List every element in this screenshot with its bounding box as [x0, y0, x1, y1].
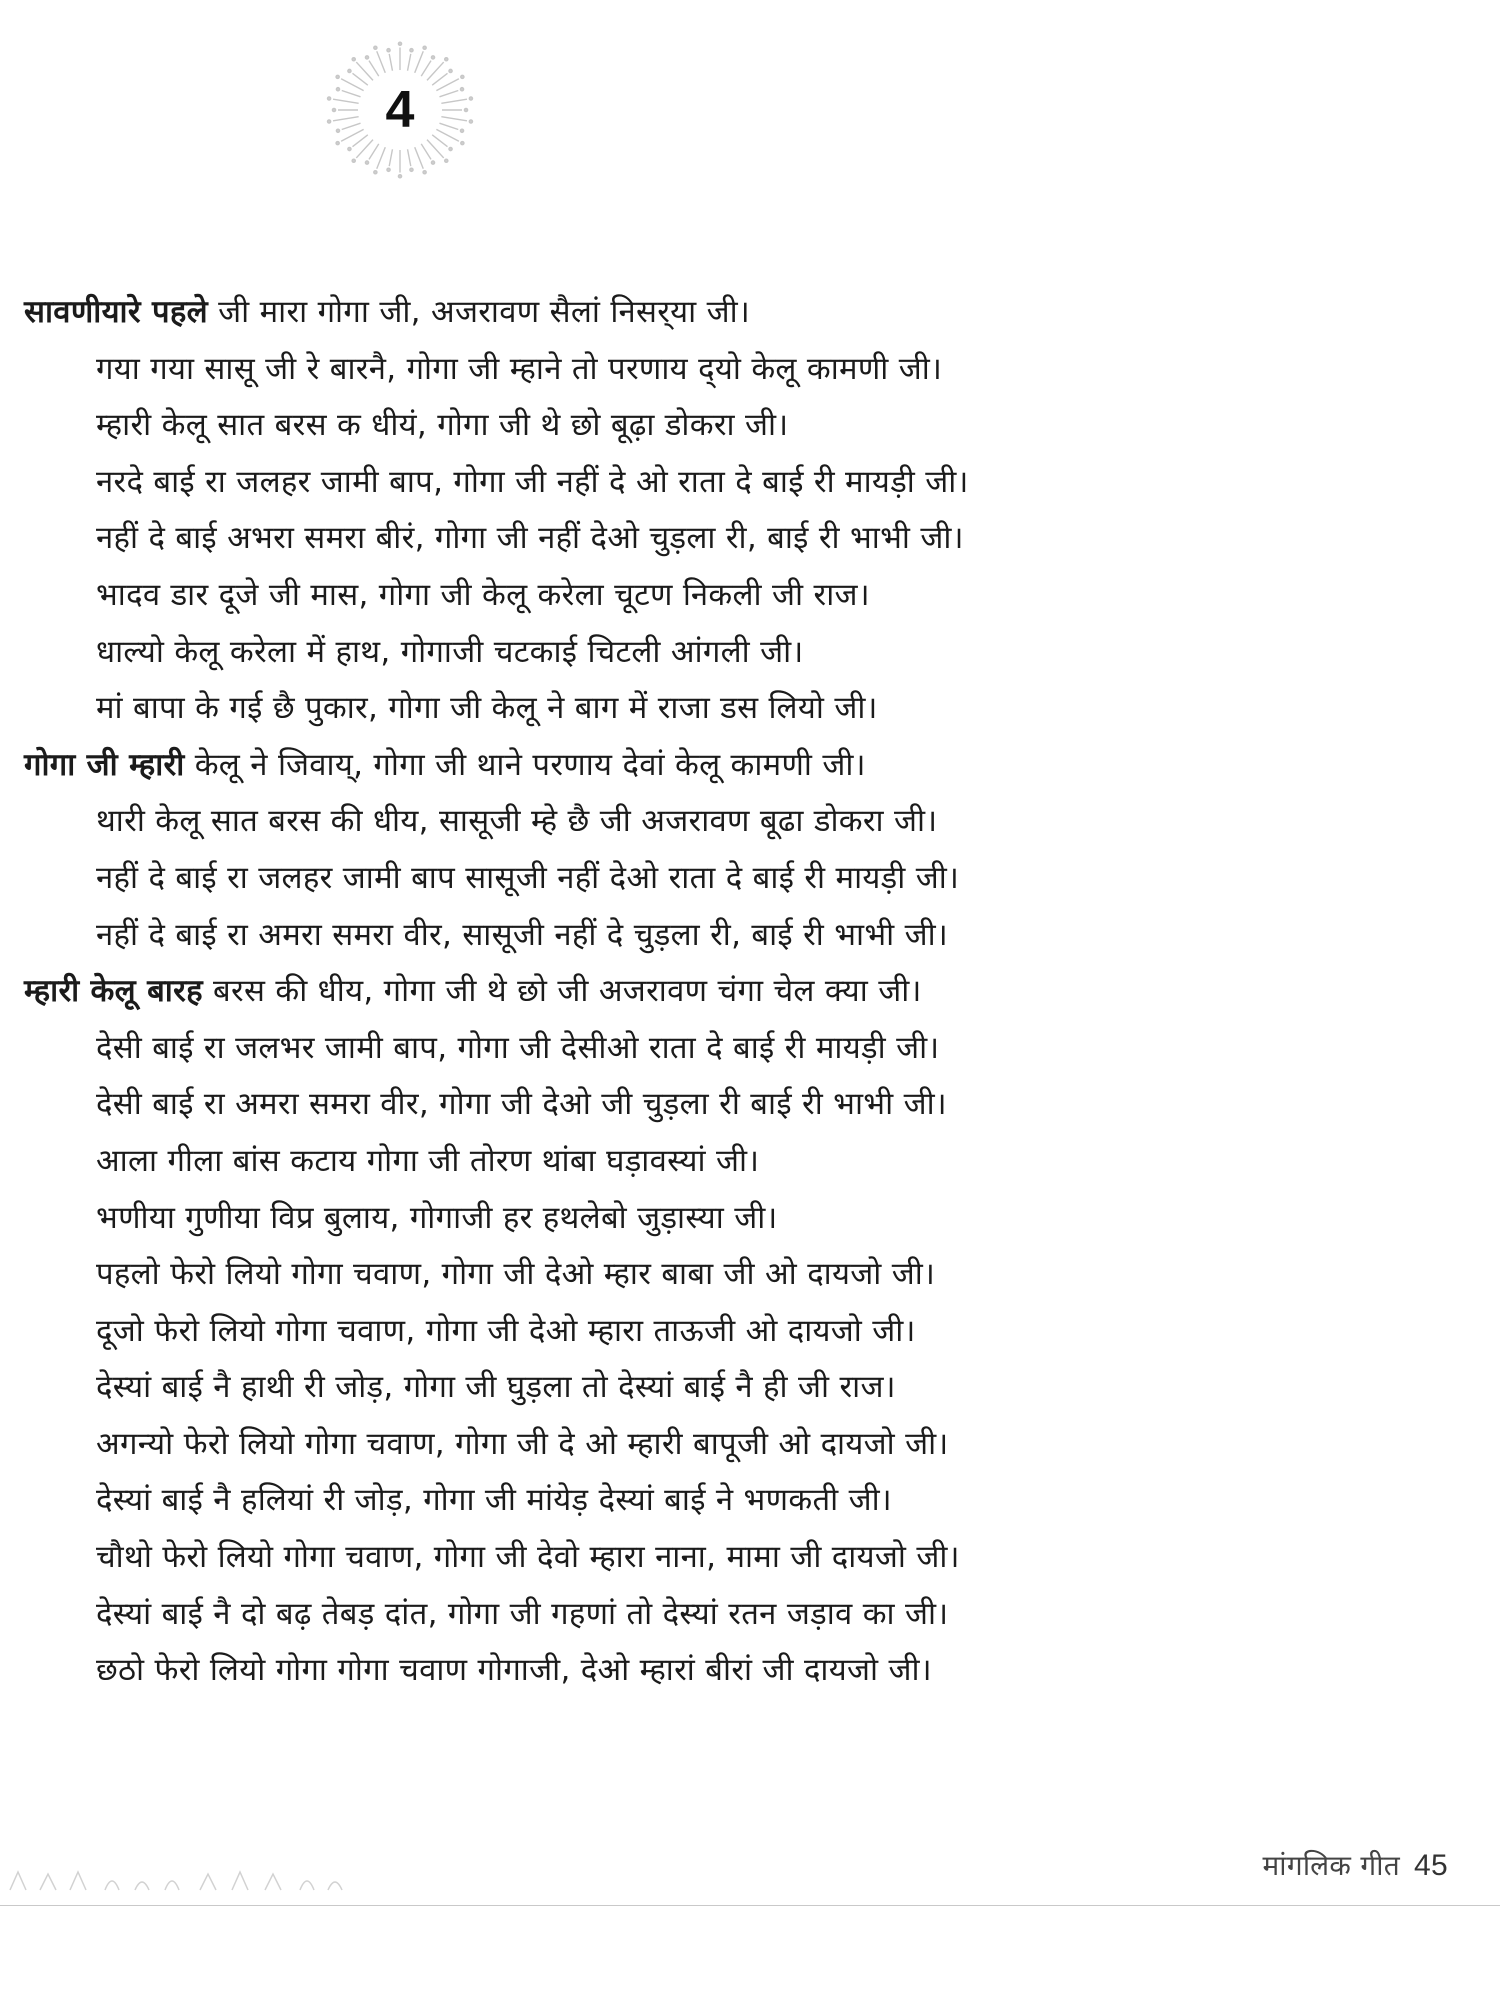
line-text: गया गया सासू जी रे बारनै, गोगा जी म्हाने तो परणाय द्‌यो केलू कामणी जी।: [96, 350, 943, 387]
verse-line: [24, 1416, 1484, 1473]
verse-line: [24, 1076, 1484, 1133]
verse-line: [24, 510, 1484, 567]
footer-ornament-icon: [0, 1860, 360, 1900]
line-text: भादव डार दूजे जी मास, गोगा जी केलू करेला चूटण निकली जी राज।: [96, 576, 870, 613]
line-text: चौथो फेरो लियो गोगा चवाण, गोगा जी देवो म्हारा नाना, मामा जी दायजो जी।: [96, 1539, 960, 1576]
verse-line: [24, 397, 1484, 454]
verse-line: [24, 624, 1484, 681]
section-title: मांगलिक गीत: [1262, 1849, 1401, 1882]
line-text: देसी बाई रा जलभर जामी बाप, गोगा जी देसीओ राता दे बाई री मायड़ी जी।: [96, 1029, 940, 1066]
verse-line: [24, 737, 1484, 794]
verse-line: [24, 1133, 1484, 1190]
line-text: आला गीला बांस कटाय गोगा जी तोरण थांबा घड़ावस्यां जी।: [96, 1142, 760, 1179]
line-text: अगन्यो फेरो लियो गोगा चवाण, गोगा जी दे ओ म्हारी बापूजी ओ दायजो जी।: [96, 1425, 949, 1462]
page-number: 45: [1414, 1849, 1448, 1882]
verse-line: [24, 1472, 1484, 1529]
line-text: मां बापा के गई छै पुकार, गोगा जी केलू ने बाग में राजा डस लियो जी।: [96, 690, 878, 727]
verse-line: [24, 1529, 1484, 1586]
line-text: नहीं दे बाई अभरा समरा बीरं, गोगा जी नहीं देओ चुड़ला री, बाई री भाभी जी।: [96, 520, 964, 557]
footer-rule: [0, 1905, 1500, 1906]
chapter-number: 4: [385, 81, 415, 139]
verse-line: [24, 1642, 1484, 1699]
verse-line: [24, 567, 1484, 624]
line-text: थारी केलू सात बरस की धीय, सासूजी म्हे छै जी अजरावण बूढा डोकरा जी।: [96, 803, 938, 840]
line-text: भणीया गुणीया विप्र बुलाय, गोगाजी हर हथलेबो जुड़ास्या जी।: [96, 1199, 778, 1236]
verse-line: [24, 1190, 1484, 1247]
line-lead: गोगा जी म्हारी: [24, 746, 185, 783]
line-text: केलू ने जिवाय्, गोगा जी थाने परणाय देवां केलू कामणी जी।: [184, 746, 866, 783]
verse-line: [24, 341, 1484, 398]
verse-line: [24, 1020, 1484, 1077]
line-text: देस्यां बाई नै हाथी री जोड़, गोगा जी घुड़ला तो देस्यां बाई नै ही जी राज।: [96, 1369, 896, 1406]
verse-line: [24, 680, 1484, 737]
verse-line: [24, 793, 1484, 850]
line-text: म्हारी केलू सात बरस क धीयं, गोगा जी थे छो बूढ़ा डोकरा जी।: [96, 407, 789, 444]
line-lead: म्हारी केलू बारह: [24, 973, 203, 1010]
verse-line: [24, 963, 1484, 1020]
verse-line: [24, 1359, 1484, 1416]
line-text: नरदे बाई रा जलहर जामी बाप, गोगा जी नहीं दे ओ राता दे बाई री मायड़ी जी।: [96, 463, 969, 500]
line-text: पहलो फेरो लियो गोगा चवाण, गोगा जी देओ म्हार बाबा जी ओ दायजो जी।: [96, 1256, 936, 1293]
line-text: बरस की धीय, गोगा जी थे छो जी अजरावण चंगा चेल क्या जी।: [202, 973, 922, 1010]
verse-line: [24, 1303, 1484, 1360]
verse-line: [24, 454, 1484, 511]
page-footer: [1263, 1846, 1448, 1884]
line-text: देसी बाई रा अमरा समरा वीर, गोगा जी देओ जी चुड़ला री बाई री भाभी जी।: [96, 1086, 947, 1123]
line-text: देस्यां बाई नै दो बढ़ तेबड़ दांत, गोगा जी गहणां तो देस्यां रतन जड़ाव का जी।: [96, 1595, 949, 1632]
verse-line: [24, 907, 1484, 964]
verse-line: [24, 1586, 1484, 1643]
line-text: नहीं दे बाई रा जलहर जामी बाप सासूजी नहीं देओ राता दे बाई री मायड़ी जी।: [96, 859, 960, 896]
verse-line: [24, 1246, 1484, 1303]
song-text: [24, 284, 1484, 1699]
verse-line: [24, 284, 1484, 341]
chapter-badge: [310, 40, 490, 180]
line-text: छठो फेरो लियो गोगा गोगा चवाण गोगाजी, देओ म्हारां बीरां जी दायजो जी।: [96, 1652, 932, 1689]
line-text: जी मारा गोगा जी, अजरावण सैलां निसर्‌या जी।: [207, 294, 751, 330]
line-text: देस्यां बाई नै हलियां री जोड़, गोगा जी मांयेड़ देस्यां बाई ने भणकती जी।: [96, 1482, 892, 1519]
line-text: दूजो फेरो लियो गोगा चवाण, गोगा जी देओ म्हारा ताऊजी ओ दायजो जी।: [96, 1312, 916, 1349]
line-lead: सावणीयारे पहले: [24, 294, 208, 330]
verse-line: [24, 850, 1484, 907]
line-text: धाल्यो केलू करेला में हाथ, गोगाजी चटकाई चिटली आंगली जी।: [96, 633, 804, 670]
line-text: नहीं दे बाई रा अमरा समरा वीर, सासूजी नहीं दे चुड़ला री, बाई री भाभी जी।: [96, 916, 949, 953]
